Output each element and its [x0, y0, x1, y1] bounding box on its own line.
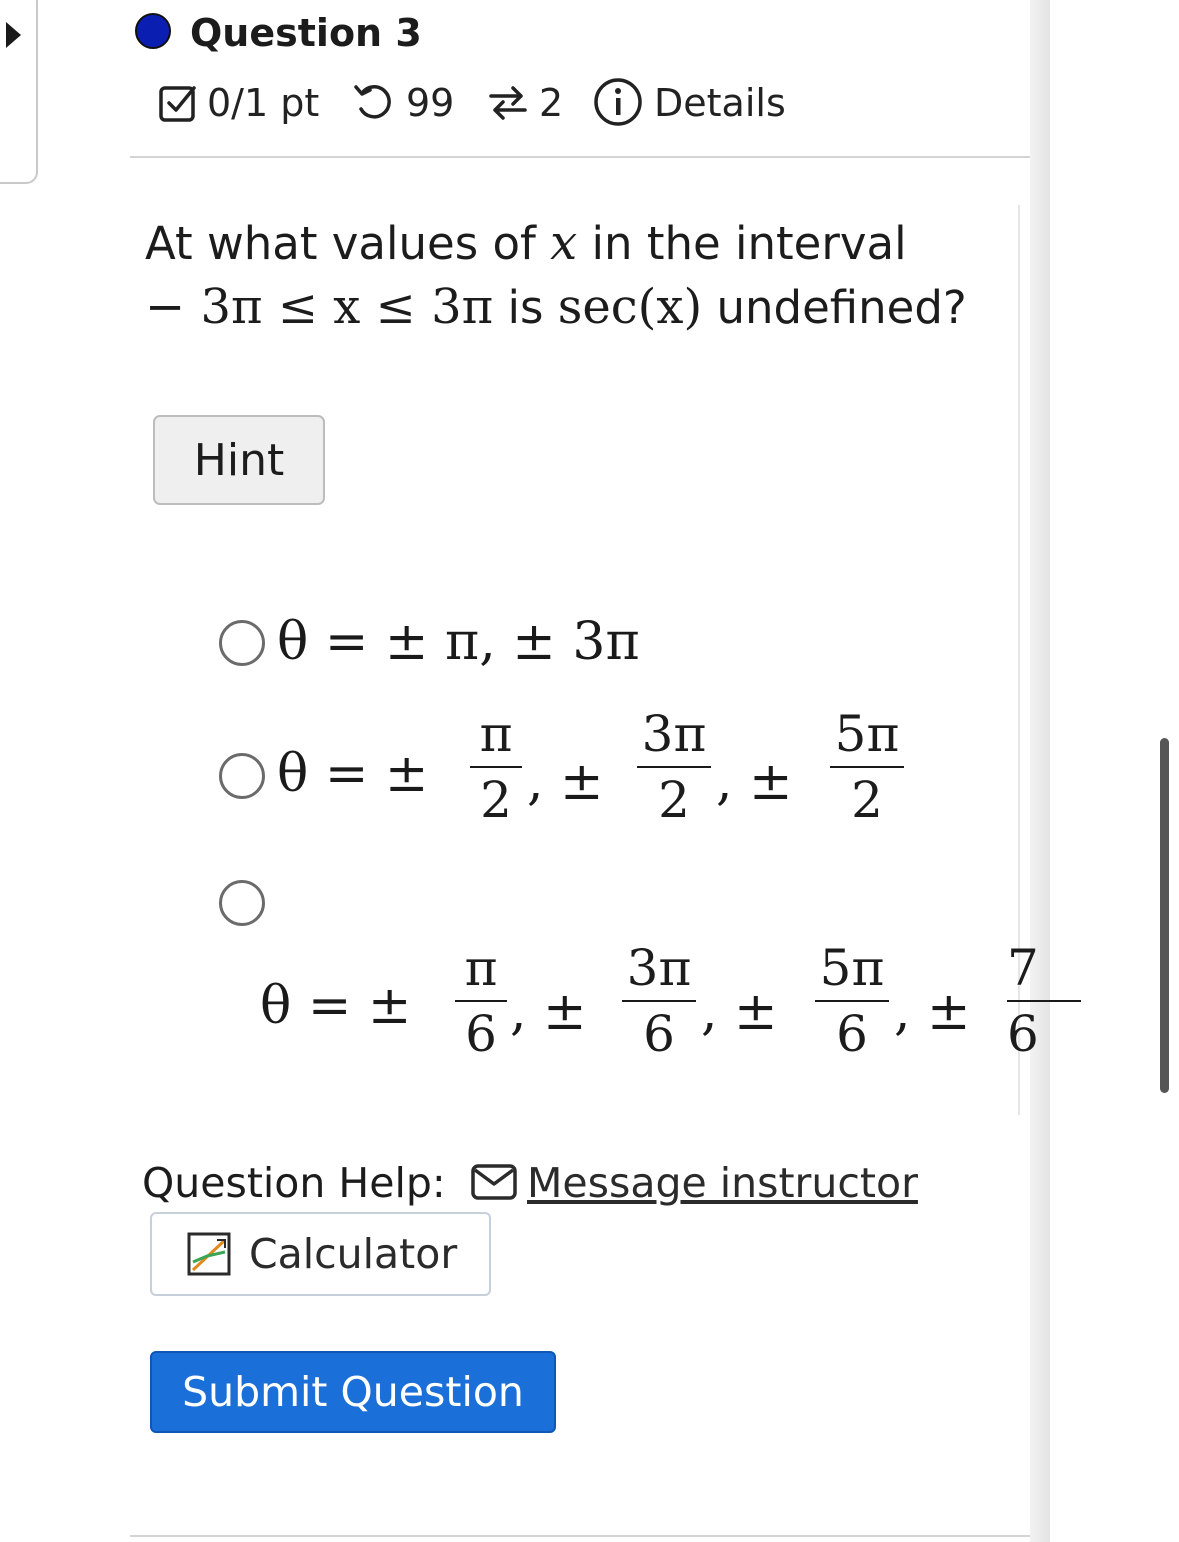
fraction-denominator: 6: [465, 1005, 497, 1063]
fraction: [830, 706, 904, 828]
answer-radio-3[interactable]: [219, 880, 265, 926]
separator: , ±: [894, 982, 971, 1042]
separator: , ±: [510, 982, 587, 1042]
submit-question-button[interactable]: Submit Question: [150, 1351, 556, 1433]
details-text[interactable]: Details: [654, 81, 786, 125]
separator: , ±: [527, 752, 604, 812]
fraction-numerator: 3π: [626, 939, 692, 997]
fraction-denominator: 6: [643, 1005, 675, 1063]
fraction-numerator: 7: [1007, 939, 1039, 997]
versions-meta: [485, 78, 563, 128]
prompt-text: At what values of: [145, 217, 551, 270]
fraction: [470, 706, 522, 828]
answer-option-2-lhs: θ = ±: [277, 744, 429, 804]
checkbox-icon: [157, 82, 199, 124]
fraction-numerator: π: [479, 705, 513, 763]
versions-icon: [485, 82, 531, 124]
prompt-function: sec(x): [557, 279, 703, 335]
page-scrollbar[interactable]: [1160, 738, 1169, 1093]
divider: [130, 156, 1030, 158]
question-prompt-line2: [145, 278, 967, 337]
fraction: [1007, 940, 1081, 1062]
answer-option-1-math: θ = ± π, ± 3π: [277, 612, 640, 672]
score-meta: [157, 78, 319, 128]
prompt-text: is: [493, 281, 558, 334]
answer-option-3-lhs: θ = ±: [260, 976, 412, 1036]
fraction: [622, 940, 696, 1062]
answer-radio-2[interactable]: [219, 753, 265, 799]
fraction-numerator: π: [464, 939, 498, 997]
divider: [130, 1535, 1030, 1537]
message-instructor-link[interactable]: Message instructor: [527, 1159, 918, 1207]
mail-icon[interactable]: [470, 1162, 518, 1202]
retry-icon: [352, 83, 398, 123]
calculator-label: Calculator: [249, 1230, 458, 1278]
fraction-denominator: 6: [1007, 1005, 1039, 1063]
question-help-label: Question Help:: [142, 1159, 446, 1207]
question-title: Question 3: [190, 11, 422, 55]
answer-radio-1[interactable]: [219, 620, 265, 666]
fraction: [815, 940, 889, 1062]
calculator-icon: [187, 1232, 231, 1276]
separator: , ±: [716, 752, 793, 812]
fraction-numerator: 5π: [819, 939, 885, 997]
score-text: 0/1 pt: [207, 81, 320, 125]
prompt-variable: x: [550, 215, 578, 271]
answer-option-3-math: [255, 930, 1039, 1070]
right-panel-edge: [1030, 0, 1050, 1542]
fraction-denominator: 2: [851, 771, 883, 829]
fraction-numerator: 5π: [834, 705, 900, 763]
fraction-numerator: 3π: [641, 705, 707, 763]
versions-text: 2: [539, 81, 564, 125]
prompt-interval: − 3π ≤ x ≤ 3π: [145, 279, 494, 335]
info-icon: [592, 76, 646, 130]
fraction-denominator: 6: [836, 1005, 868, 1063]
question-prompt: [145, 214, 907, 273]
hint-button[interactable]: Hint: [153, 415, 325, 505]
fraction: [637, 706, 711, 828]
attempts-meta: [352, 78, 454, 128]
attempts-text: 99: [406, 81, 455, 125]
prompt-text: undefined?: [702, 281, 967, 334]
prompt-text: in the interval: [577, 217, 907, 270]
status-dot: [135, 13, 171, 49]
separator: , ±: [701, 982, 778, 1042]
calculator-button[interactable]: [150, 1212, 491, 1296]
details-link[interactable]: [592, 78, 786, 128]
fraction-denominator: 2: [658, 771, 690, 829]
fraction-denominator: 2: [480, 771, 512, 829]
collapse-arrow-icon[interactable]: [6, 22, 21, 48]
fraction: [455, 940, 507, 1062]
